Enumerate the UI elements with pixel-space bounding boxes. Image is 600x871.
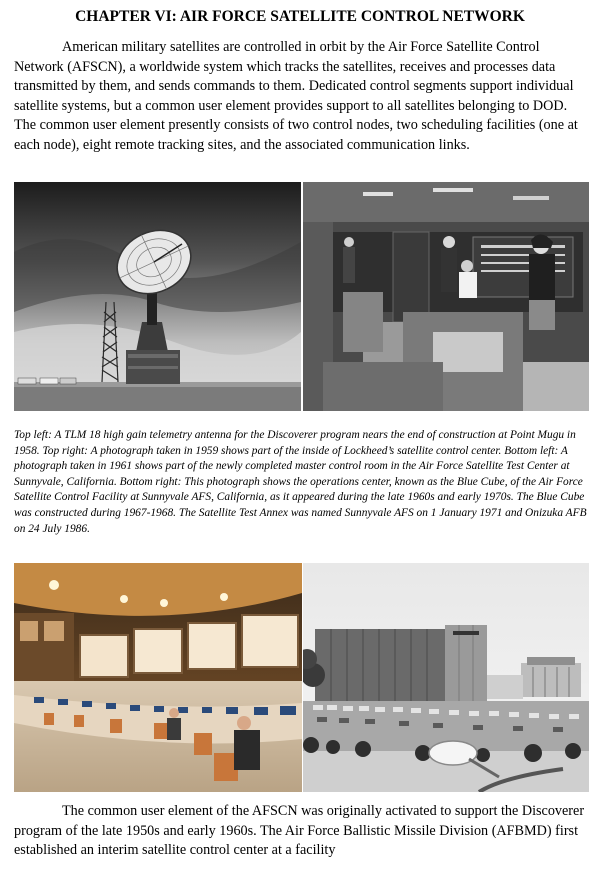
- telemetry-antenna-photo: [14, 182, 301, 411]
- photo-caption: Top left: A TLM 18 high gain telemetry antenna for the Discoverer program nears the end of construction at Point Mugu in 1958. Top right: A photograph taken in 1959 shows part of the inside of Lockheed’s satellite control center. Bottom left: A photograph taken in 1961 shows part of the newly completed master control room in the Air Force Satellite Test Center at Sunnyvale, California. Bottom right: This photograph shows the operations center, known as the Blue Cube, of the Air Force Satellite Control Facility at Sunnyvale AFS, California, as it appeared during the late 1960s and early 1970s. The Blue Cube was constructed during 1967-1968. The Satellite Test Annex was named Sunnyvale AFS on 1 January 1971 and Onizuka AFB on 24 July 1986.: [14, 429, 587, 535]
- closing-paragraph: The common user element of the AFSCN was originally activated to support the Discoverer program of the late 1950s and early 1960s. The Air Force Ballistic Missile Division (AFBMD) first established an interim satellite control center at a facility: [14, 803, 585, 859]
- chapter-title: CHAPTER VI: AIR FORCE SATELLITE CONTROL NETWORK: [75, 8, 525, 25]
- master-control-room-photo: [14, 563, 302, 792]
- blue-cube-building-photo: [303, 563, 589, 792]
- control-center-1959-photo: [303, 182, 589, 411]
- intro-paragraph: American military satellites are controlled in orbit by the Air Force Satellite Control Network (AFSCN), a worldwide system which tracks the satellites, receives and processes data transmitted by them, and sends commands to them. Dedicated control segments support individual satellite systems, but a common user element provides support to all satellites belonging to DOD. The common user element presently consists of two control nodes, two scheduling facilities (one at each node), eight remote tracking sites, and the associated communication links.: [14, 39, 578, 153]
